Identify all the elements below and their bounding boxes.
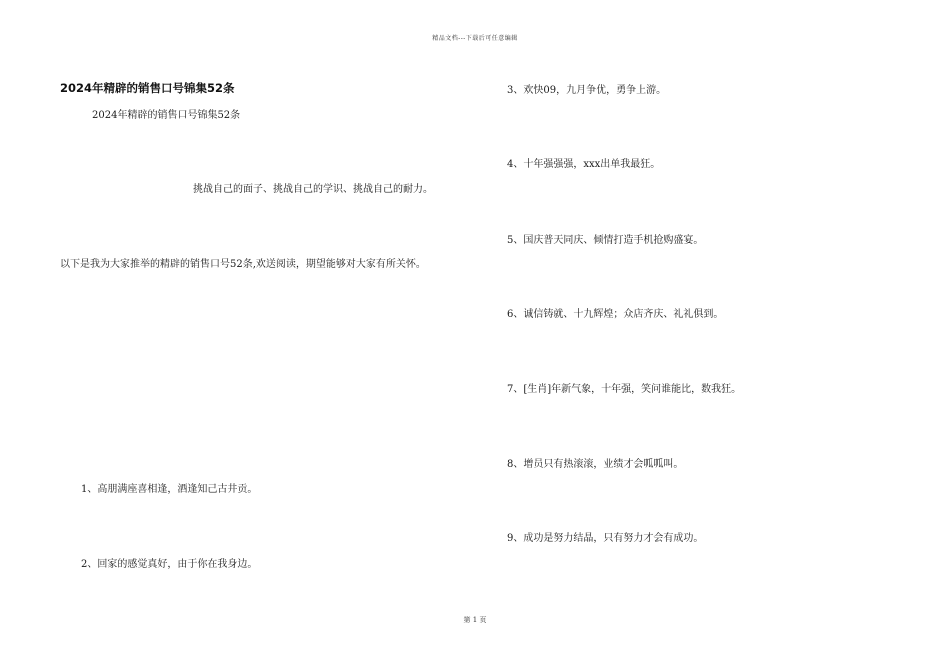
- quote-line: 挑战自己的面子、挑战自己的学识、挑战自己的耐力。: [193, 184, 433, 195]
- page-number: 第 1 页: [463, 616, 487, 624]
- document-subtitle: 2024年精辟的销售口号锦集52条: [92, 110, 241, 121]
- slogan-item: 3、欢快09，九月争优，勇争上游。: [507, 85, 667, 96]
- slogan-item: 4、十年强强强，xxx出单我最狂。: [507, 159, 661, 170]
- slogan-item: 9、成功是努力结晶，只有努力才会有成功。: [507, 533, 704, 544]
- slogan-item: 1、高朋满座喜相逢，酒逢知己古井贡。: [81, 484, 258, 495]
- slogan-item: 8、增员只有热滚滚，业绩才会呱呱叫。: [507, 459, 684, 470]
- document-title: 2024年精辟的销售口号锦集52条: [60, 81, 235, 95]
- slogan-item: 2、回家的感觉真好，由于你在我身边。: [81, 559, 258, 570]
- slogan-item: 5、国庆普天同庆、倾情打造手机抢购盛宴。: [507, 235, 704, 246]
- slogan-item: 7、[生肖]年新气象，十年强，笑问谁能比，数我狂。: [507, 384, 742, 395]
- page-header: 精品文档---下载后可任意编辑: [432, 35, 518, 42]
- slogan-item: 6、诚信铸就、十九辉煌；众店齐庆、礼礼俱到。: [507, 309, 724, 320]
- intro-paragraph: 以下是我为大家推举的精辟的销售口号52条,欢送阅读，期望能够对大家有所关怀。: [60, 259, 426, 270]
